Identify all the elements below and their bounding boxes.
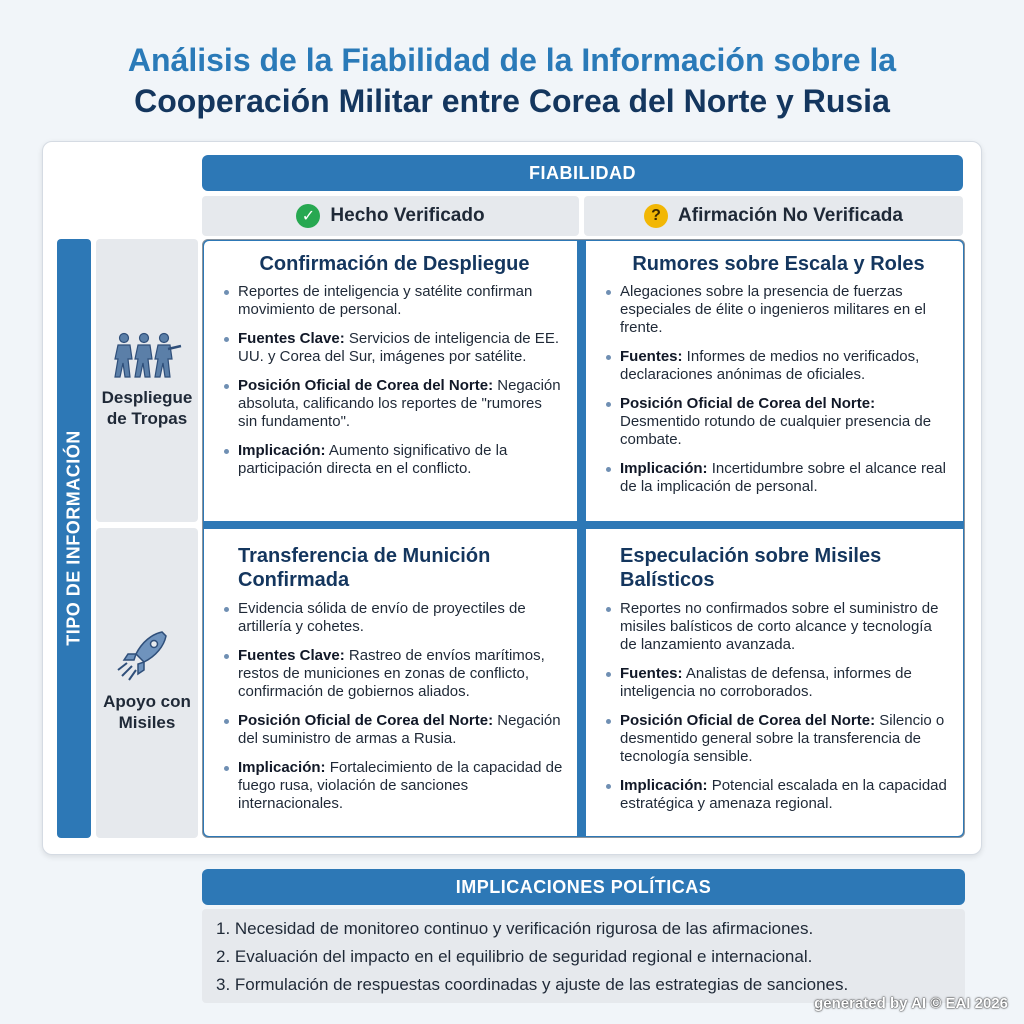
item-label: Posición Oficial de Corea del Norte: [620, 712, 876, 729]
item-label: Fuentes Clave: [238, 647, 345, 664]
item-text: Reportes no confirmados sobre el suministro de misiles balísticos de corto alcance y tecnología de lanzamiento avanzada. [620, 600, 939, 653]
item-text: Desmentido rotundo de cualquier presencia de combate. [620, 413, 932, 448]
question-icon: ? [644, 204, 668, 228]
column-header-unverified [584, 196, 963, 236]
list-item [224, 330, 565, 366]
item-text: Analistas de defensa, informes de inteligencia no corroborados. [620, 665, 912, 700]
cell-title-line-2: Confirmada [238, 569, 350, 591]
list-item [606, 665, 951, 701]
info-type-sidebar [57, 239, 91, 838]
cell-list [224, 600, 565, 813]
cell-verified-troops [204, 241, 577, 521]
cell-title-line-2: Balísticos [620, 569, 715, 591]
list-item [224, 759, 565, 813]
list-item [224, 442, 565, 478]
item-text: Reportes de inteligencia y satélite confirman movimiento de personal. [238, 283, 533, 318]
item-text: Informes de medios no verificados, declaraciones anónimas de oficiales. [620, 348, 920, 383]
column-label-verified: Hecho Verificado [330, 205, 485, 226]
column-label-unverified: Afirmación No Verificada [678, 205, 903, 226]
cell-list [606, 600, 951, 813]
watermark: generated by AI © EAI 2026 [814, 995, 1008, 1012]
soldiers-icon [112, 331, 182, 381]
list-item [224, 712, 565, 748]
item-text: Incertidumbre sobre el alcance real de la implicación de personal. [620, 460, 946, 495]
implications-list [202, 909, 965, 1003]
item-text: Silencio o desmentido general sobre la transferencia de tecnología sensible. [620, 712, 945, 765]
page-title [0, 40, 1024, 122]
row-label-missiles [96, 528, 198, 838]
item-label: Posición Oficial de Corea del Norte: [238, 712, 494, 729]
list-item [606, 348, 951, 384]
list-item [606, 777, 951, 813]
list-item [224, 377, 565, 431]
item-label: Fuentes: [620, 665, 683, 682]
implication-item: 3. Formulación de respuestas coordinadas y ajuste de las estrategias de sanciones. [216, 975, 849, 994]
title-line-2: Cooperación Militar entre Corea del Norte y Rusia [134, 83, 890, 119]
implications-header: IMPLICACIONES POLÍTICAS [202, 869, 965, 905]
item-label: Implicación: [238, 759, 326, 776]
row-label-troops-line-2: de Tropas [106, 409, 188, 428]
item-label: Fuentes Clave: [238, 330, 345, 347]
item-label: Implicación: [620, 777, 708, 794]
cell-list [224, 283, 565, 478]
row-label-missiles-text [96, 691, 198, 733]
list-item [606, 460, 951, 496]
item-label: Posición Oficial de Corea del Norte: [238, 377, 494, 394]
row-label-troops-text [96, 387, 198, 429]
item-label: Fuentes: [620, 348, 683, 365]
cell-verified-missiles [204, 529, 577, 836]
implication-item: 1. Necesidad de monitoreo continuo y verificación rigurosa de las afirmaciones. [216, 919, 814, 938]
item-text: Potencial escalada en la capacidad estratégica y amenaza regional. [620, 777, 947, 812]
row-label-troops [96, 239, 198, 522]
sidebar-label: TIPO DE INFORMACIÓN [63, 430, 84, 646]
cell-list [606, 283, 951, 496]
item-text: Aumento significativo de la participación directa en el conflicto. [238, 442, 508, 477]
check-icon: ✓ [296, 204, 320, 228]
item-label: Implicación: [238, 442, 326, 459]
item-text: Negación del suministro de armas a Rusia. [238, 712, 561, 747]
item-text: Servicios de inteligencia de EE. UU. y Corea del Sur, imágenes por satélite. [238, 330, 559, 365]
implication-item: 2. Evaluación del impacto en el equilibrio de seguridad regional e internacional. [216, 947, 813, 966]
list-item [606, 395, 951, 449]
cell-unverified-troops [586, 241, 963, 521]
item-text: Evidencia sólida de envío de proyectiles de artillería y cohetes. [238, 600, 526, 635]
cell-title: Confirmación de Despliegue [259, 253, 530, 275]
cell-title: Rumores sobre Escala y Roles [632, 253, 925, 275]
cell-unverified-missiles [586, 529, 963, 836]
row-label-missiles-line-2: Misiles [118, 713, 176, 732]
item-text: Negación absoluta, calificando los reportes de "rumores sin fundamento". [238, 377, 561, 430]
title-line-1: Análisis de la Fiabilidad de la Información sobre la [127, 42, 897, 78]
row-label-troops-line-1: Despliegue [101, 388, 193, 407]
list-item [606, 283, 951, 337]
list-item [224, 600, 565, 636]
cell-title [224, 529, 565, 592]
item-label: Posición Oficial de Corea del Norte: [620, 395, 876, 412]
cell-title-line-1: Transferencia de Munición [238, 545, 491, 567]
list-item [606, 600, 951, 654]
list-item [224, 647, 565, 701]
matrix-grid [202, 239, 965, 838]
list-item [224, 283, 565, 319]
column-header-verified [202, 196, 579, 236]
item-text: Fortalecimiento de la capacidad de fuego rusa, violación de sanciones internacionales. [238, 759, 563, 812]
cell-title [606, 529, 951, 592]
cell-title-line-1: Especulación sobre Misiles [620, 545, 882, 567]
item-text: Rastreo de envíos marítimos, restos de municiones en zonas de conflicto, confirmación de gobiernos aliados. [238, 647, 545, 700]
list-item [606, 712, 951, 766]
rocket-icon [112, 628, 182, 688]
item-text: Alegaciones sobre la presencia de fuerzas especiales de élite o ingenieros militares en el frente. [620, 283, 927, 336]
row-label-missiles-line-1: Apoyo con [103, 692, 191, 711]
fiabilidad-header: FIABILIDAD [202, 155, 963, 191]
item-label: Implicación: [620, 460, 708, 477]
